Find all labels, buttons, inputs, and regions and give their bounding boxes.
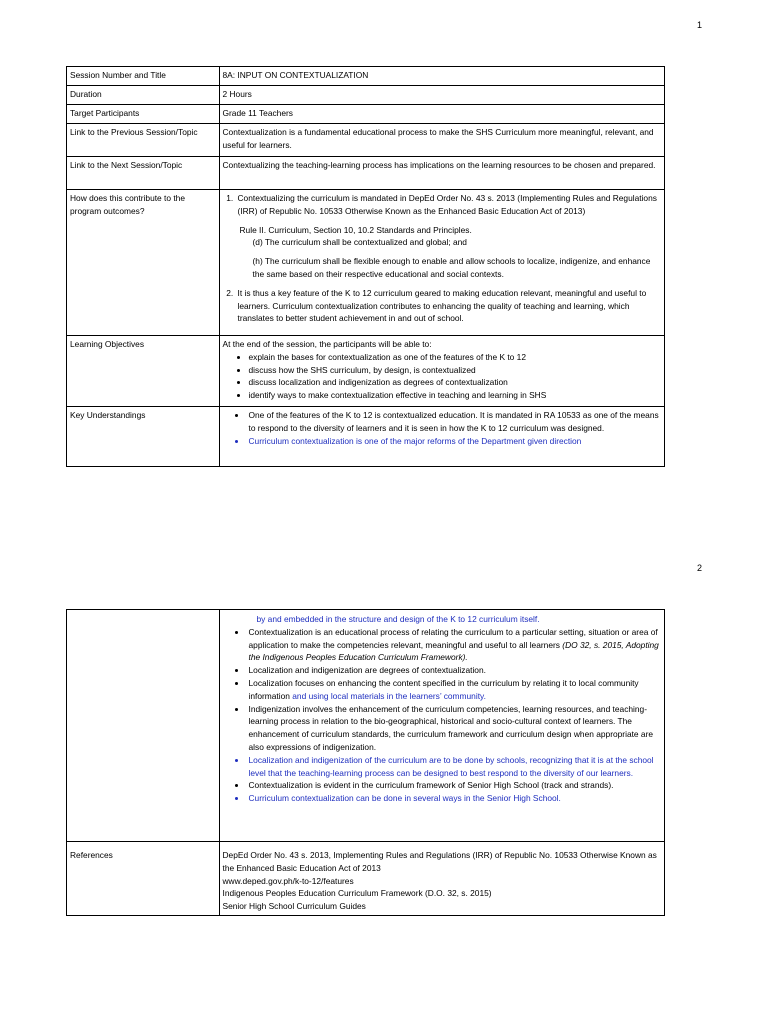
reference-item: Senior High School Curriculum Guides	[222, 901, 366, 912]
prev-topic-value: Contextualization is a fundamental educational process to make the SHS Curriculum more meaningful, relevant, and useful for learners.	[219, 124, 665, 157]
localization-blue-text: and using local materials in the learners’ community.	[292, 690, 486, 701]
page-number: 1	[697, 20, 703, 30]
key-understandings-value	[219, 407, 665, 467]
outcomes-label: How does this contribute to the program outcomes?	[67, 190, 220, 336]
references-value	[219, 842, 665, 916]
key-understandings-label: Key Understandings	[67, 407, 220, 467]
empty-label-cell	[67, 610, 220, 842]
outcome-item-1: 1. Contextualizing the curriculum is mandated in DepEd Order No. 43 s. 2013 (Implementing Rules and Regulations (IRR) of Republic No. 10533 Otherwise Known as the Enhanced Basic Education Act of 2013)	[236, 192, 662, 218]
page-number: 2	[697, 563, 703, 573]
contextualization-definition: Contextualization is an educational process of relating the curriculum to a particular setting, situation or area of application to make the competencies relevant, meaningful and useful to all learners	[248, 626, 658, 650]
key-understandings-list	[223, 409, 662, 447]
localization-text: Localization focuses on enhancing the content specified in the curriculum by relating it to local community information	[248, 677, 639, 701]
outcome-item-2: 2. It is thus a key feature of the K to 12 curriculum geared to making education relevant, meaningful and useful to learners. Curriculum contextualization contributes to enhancing the quality of teaching and learning, which translates to better student achievement in and out of school.	[236, 287, 662, 325]
key-understanding-item: • Indigenization involves the enhancement of the curriculum competencies, learning resources, and teaching-learning process in relation to the bio-geographical, historical and socio-cultural context of learners. The enhancement of curriculum standards, the curriculum framework and curriculum design when appropriate are also expressions of indigenization.	[247, 703, 662, 754]
key-understanding-item	[247, 677, 662, 703]
key-understanding-item: • Contextualization is evident in the curriculum framework of Senior High School (track and strands).	[247, 779, 662, 792]
outcome-rule-d: (d) The curriculum shall be contextualized and global; and	[252, 237, 467, 248]
key-understanding-item-blue: • Curriculum contextualization can be done in several ways in the Senior High School.	[247, 792, 662, 805]
key-understanding-item-blue: • Curriculum contextualization is one of the major reforms of the Department given direction	[247, 435, 662, 448]
key-understandings-continued-table	[66, 609, 665, 916]
objective-item: • identify ways to make contextualization effective in teaching and learning in SHS	[249, 389, 662, 402]
objectives-list	[223, 351, 662, 402]
contextualization-citation: (DO 32, s. 2015, Adopting the Indigenous Peoples Education Curriculum Framework).	[248, 639, 659, 663]
participants-label: Target Participants	[67, 105, 220, 124]
duration-value: 2 Hours	[219, 86, 665, 105]
session-table	[66, 66, 665, 467]
objectives-label: Learning Objectives	[67, 336, 220, 407]
key-understanding-item: • Localization and indigenization are degrees of contextualization.	[247, 664, 662, 677]
prev-topic-label: Link to the Previous Session/Topic	[67, 124, 220, 157]
reference-item: Indigenous Peoples Education Curriculum Framework (D.O. 32, s. 2015)	[222, 888, 492, 899]
session-label: Session Number and Title	[67, 67, 220, 86]
key-understandings-list-2	[223, 626, 662, 805]
objectives-intro: At the end of the session, the participants will be able to:	[222, 339, 432, 349]
participants-value: Grade 11 Teachers	[219, 105, 665, 124]
key-understandings-continued	[219, 610, 665, 842]
outcome-rule-h: (h) The curriculum shall be flexible enough to enable and allow schools to localize, indigenize, and enhance the same based on their respective educational and social contexts.	[252, 256, 651, 279]
objective-item: • discuss how the SHS curriculum, by design, is contextualized	[249, 364, 662, 377]
objective-item: • explain the bases for contextualization as one of the features of the K to 12	[249, 351, 662, 364]
outcome-rule: Rule II. Curriculum, Section 10, 10.2 Standards and Principles.	[239, 224, 472, 235]
key-understanding-continued-line: by and embedded in the structure and design of the K to 12 curriculum itself.	[256, 614, 540, 624]
reference-item: DepEd Order No. 43 s. 2013, Implementing Rules and Regulations (IRR) of Republic No. 10533 Otherwise Known as the Enhanced Basic Education Act of 2013	[222, 850, 657, 873]
objectives-value	[219, 336, 665, 407]
key-understanding-item: • One of the features of the K to 12 is contextualized education. It is mandated in RA 10533 as one of the means to respond to the diversity of learners and it is seen in how the K to 12 curriculum was designed.	[247, 409, 662, 435]
key-understanding-item	[247, 626, 662, 664]
key-understanding-item-blue: • Localization and indigenization of the curriculum are to be done by schools, recognizing that it is at the school level that the teaching-learning process can be designed to best respond to the diversity of our learners.	[247, 754, 662, 780]
outcomes-value	[219, 190, 665, 336]
next-topic-value: Contextualizing the teaching-learning process has implications on the learning resources to be chosen and prepared.	[219, 157, 665, 190]
outcomes-list	[223, 192, 662, 218]
next-topic-label: Link to the Next Session/Topic	[67, 157, 220, 190]
session-value: 8A: INPUT ON CONTEXTUALIZATION	[219, 67, 665, 86]
references-label: References	[67, 842, 220, 916]
reference-item: www.deped.gov.ph/k-to-12/features	[222, 875, 354, 886]
objective-item: • discuss localization and indigenization as degrees of contextualization	[249, 376, 662, 389]
outcomes-list-2	[223, 287, 662, 325]
duration-label: Duration	[67, 86, 220, 105]
